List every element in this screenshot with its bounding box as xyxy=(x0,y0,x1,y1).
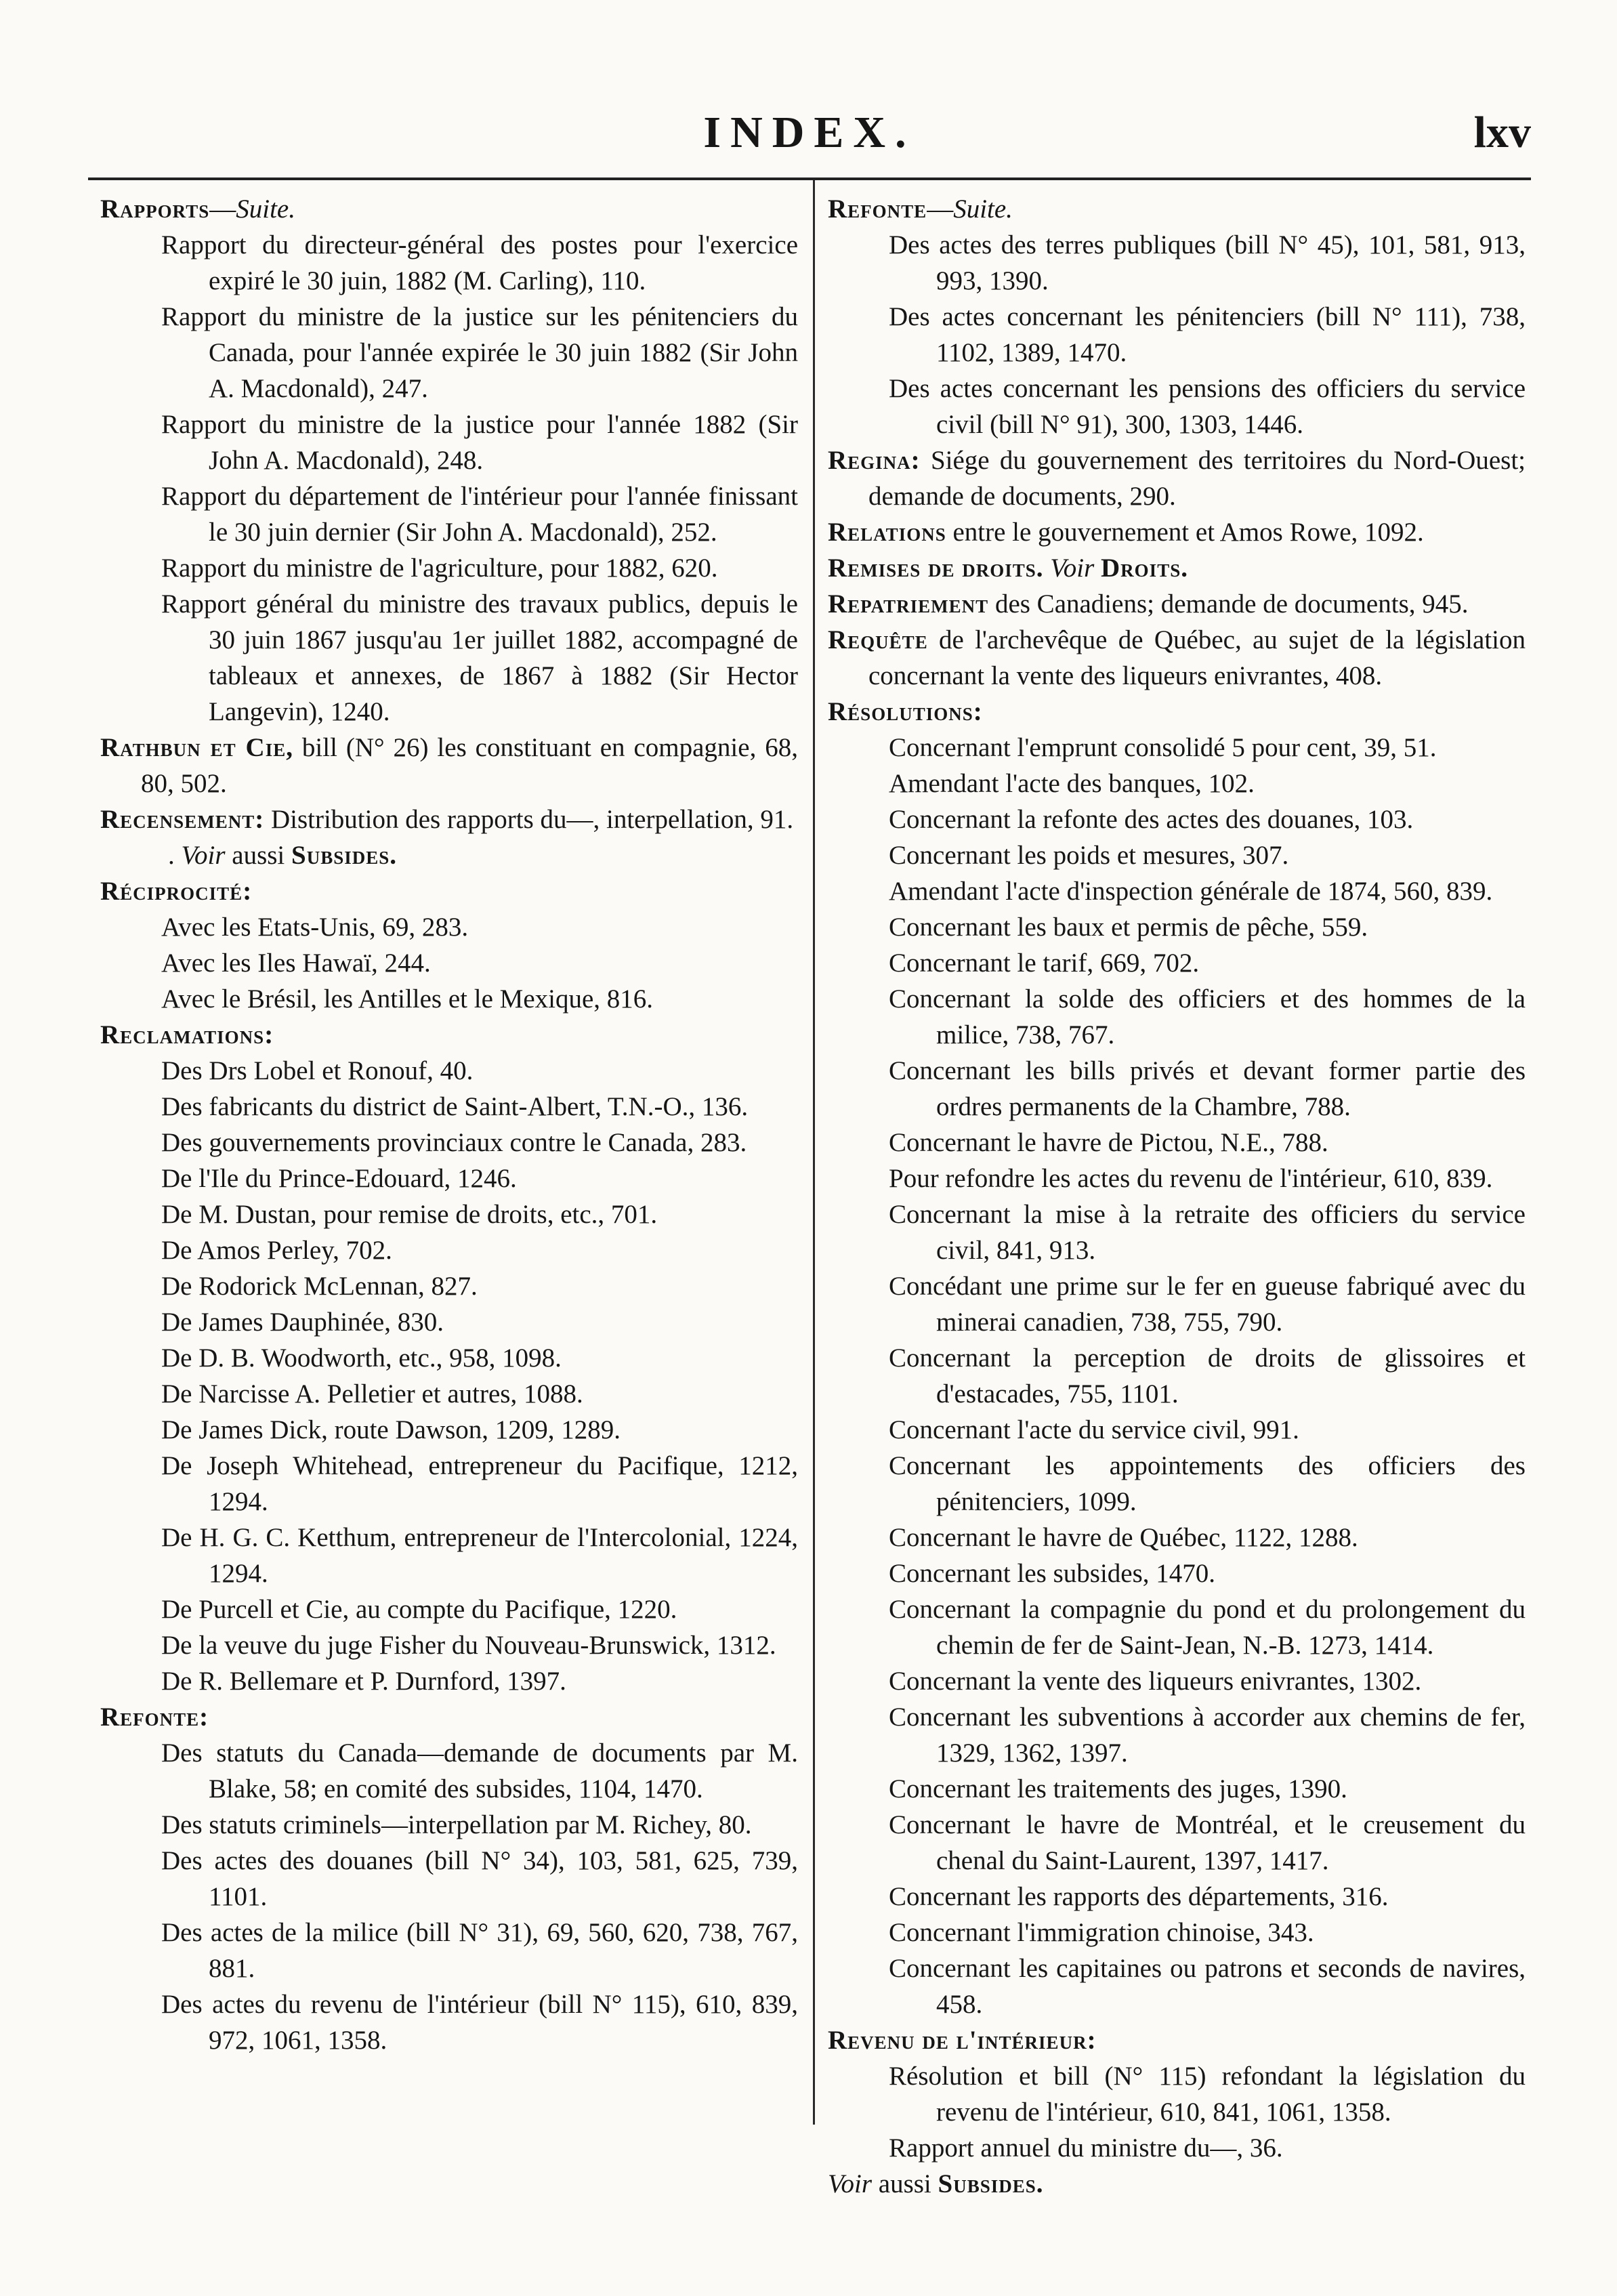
subentry-text: De la veuve du juge Fisher du Nouveau-Brunswick, 1312. xyxy=(161,1631,776,1660)
page-title: INDEX. xyxy=(703,108,916,157)
index-subentry xyxy=(828,1771,1526,1807)
subentry-text: Des Drs Lobel et Ronouf, 40. xyxy=(161,1056,474,1085)
subentry-text: Rapport du département de l'intérieur pour l'année finissant le 30 juin dernier (Sir John A. Macdonald), 252. xyxy=(161,482,798,547)
subentry-text: Résolution et bill (N° 115) refondant la législation du revenu de l'intérieur, 610, 841, 1061, 1358. xyxy=(889,2062,1526,2127)
index-subentry xyxy=(100,1412,798,1448)
subentry-text: Des actes du revenu de l'intérieur (bill N° 115), 610, 839, 972, 1061, 1358. xyxy=(161,1990,798,2055)
subentry-text: De M. Dustan, pour remise de droits, etc., 701. xyxy=(161,1200,658,1229)
subentry-text: Des actes des terres publiques (bill N° 45), 101, 581, 913, 993, 1390. xyxy=(889,230,1526,295)
subentry-text: Concernant les poids et mesures, 307. xyxy=(889,841,1289,870)
subentry-text: Concernant la mise à la retraite des officiers du service civil, 841, 913. xyxy=(889,1200,1526,1265)
header-rule xyxy=(88,178,1531,180)
index-subentry xyxy=(100,1196,798,1232)
subentry-text: Des fabricants du district de Saint-Albert, T.N.-O., 136. xyxy=(161,1092,749,1121)
index-subentry xyxy=(828,2130,1526,2166)
index-heading xyxy=(100,1017,798,1053)
index-heading xyxy=(828,191,1526,227)
index-subentry xyxy=(828,1520,1526,1556)
subentry-text: De Rodorick McLennan, 827. xyxy=(161,1272,478,1301)
entry-text: Distribution des rapports du—, interpellation, 91. xyxy=(264,805,794,834)
subentry-text: De Purcell et Cie, au compte du Pacifique, 1220. xyxy=(161,1595,677,1624)
entry-text: de l'archevêque de Québec, au sujet de la législation concernant la vente des liqueurs enivrantes, 408. xyxy=(868,625,1526,690)
subentry-text: Des actes de la milice (bill N° 31), 69, 560, 620, 738, 767, 881. xyxy=(161,1918,798,1983)
index-subentry xyxy=(100,1125,798,1161)
index-subentry xyxy=(100,406,798,478)
subentry-text: Rapport du ministre de la justice pour l'année 1882 (Sir John A. Macdonald), 248. xyxy=(161,410,798,475)
index-subentry xyxy=(828,909,1526,945)
subentry-text: Amendant l'acte des banques, 102. xyxy=(889,769,1255,798)
subentry-text: Concernant la solde des officiers et des hommes de la milice, 738, 767. xyxy=(889,984,1526,1049)
subentry-text: De James Dick, route Dawson, 1209, 1289. xyxy=(161,1415,621,1444)
heading-suite: Suite. xyxy=(236,194,295,224)
index-entry xyxy=(828,622,1526,694)
index-subentry xyxy=(100,1735,798,1807)
index-subentry xyxy=(828,1807,1526,1879)
index-subentry xyxy=(100,1915,798,1986)
entry-keyword: Remises de droits. xyxy=(828,554,1044,583)
subentry-text: Avec les Iles Hawaï, 244. xyxy=(161,948,431,978)
see-also-reference xyxy=(828,2166,1526,2202)
subentry-text: Des actes concernant les pénitenciers (bill N° 111), 738, 1102, 1389, 1470. xyxy=(889,302,1526,367)
entry-keyword: Requête xyxy=(828,625,928,654)
index-subentry xyxy=(100,1161,798,1196)
index-subentry xyxy=(828,1161,1526,1196)
index-heading xyxy=(100,1699,798,1735)
index-subentry xyxy=(828,1125,1526,1161)
subentry-text: De Narcisse A. Pelletier et autres, 1088. xyxy=(161,1379,583,1408)
index-subentry xyxy=(828,299,1526,371)
index-subentry xyxy=(828,1950,1526,2022)
entry-text: des Canadiens; demande de documents, 945. xyxy=(988,589,1469,619)
entry-text: bill (N° 26) les constituant en compagnie, 68, 80, 502. xyxy=(141,733,798,798)
heading-keyword: Refonte: xyxy=(100,1703,209,1732)
index-entry xyxy=(828,550,1526,586)
subentry-text: Des actes concernant les pensions des officiers du service civil (bill N° 91), 300, 1303, 1446. xyxy=(889,374,1526,439)
index-subentry xyxy=(828,1591,1526,1663)
subentry-text: Concernant les appointements des officiers des pénitenciers, 1099. xyxy=(889,1451,1526,1516)
subentry-text: Concernant l'emprunt consolidé 5 pour cent, 39, 51. xyxy=(889,733,1437,762)
subentry-text: Concernant la vente des liqueurs enivrantes, 1302. xyxy=(889,1667,1422,1696)
heading-keyword: Réciprocité: xyxy=(100,877,253,906)
entry-keyword: Regina: xyxy=(828,446,921,475)
heading-keyword: Rapports xyxy=(100,194,210,224)
index-subentry xyxy=(828,371,1526,442)
subentry-text: Concernant les baux et permis de pêche, 559. xyxy=(889,913,1368,942)
subentry-text: De H. G. C. Ketthum, entrepreneur de l'Intercolonial, 1224, 1294. xyxy=(161,1523,798,1588)
index-subentry xyxy=(828,1915,1526,1950)
index-subentry xyxy=(828,766,1526,801)
subentry-text: Concernant la refonte des actes des douanes, 103. xyxy=(889,805,1414,834)
subentry-text: De James Dauphinée, 830. xyxy=(161,1308,444,1337)
subentry-text: Concernant l'immigration chinoise, 343. xyxy=(889,1918,1314,1947)
index-subentry xyxy=(100,1304,798,1340)
index-subentry xyxy=(100,1376,798,1412)
subentry-text: Des statuts criminels—interpellation par M. Richey, 80. xyxy=(161,1810,752,1839)
see-also-mid: aussi xyxy=(872,2169,938,2198)
see-also-word: Voir xyxy=(828,2169,873,2198)
index-heading xyxy=(100,873,798,909)
subentry-text: Des statuts du Canada—demande de documents par M. Blake, 58; en comité des subsides, 1104, 1470. xyxy=(161,1738,798,1803)
entry-text: Siége du gouvernement des territoires du Nord-Ouest; demande de documents, 290. xyxy=(868,446,1526,511)
index-subentry xyxy=(100,1663,798,1699)
index-subentry xyxy=(100,981,798,1017)
index-subentry xyxy=(828,1053,1526,1125)
index-subentry xyxy=(828,801,1526,837)
index-subentry xyxy=(100,1448,798,1520)
index-subentry xyxy=(828,1663,1526,1699)
right-column xyxy=(828,191,1526,2202)
left-column xyxy=(100,191,798,2058)
index-heading xyxy=(828,694,1526,730)
subentry-text: Amendant l'acte d'inspection générale de 1874, 560, 839. xyxy=(889,877,1493,906)
see-also-mid: aussi xyxy=(225,841,292,870)
heading-dash: — xyxy=(209,194,236,224)
subentry-text: Avec le Brésil, les Antilles et le Mexique, 816. xyxy=(161,984,654,1014)
index-heading xyxy=(828,2022,1526,2058)
subentry-text: Concernant la perception de droits de glissoires et d'estacades, 755, 1101. xyxy=(889,1343,1526,1408)
index-subentry xyxy=(100,1843,798,1915)
index-subentry xyxy=(100,945,798,981)
subentry-text: Des gouvernements provinciaux contre le Canada, 283. xyxy=(161,1128,747,1157)
subentry-text: Concernant les bills privés et devant former partie des ordres permanents de la Chambre, 788. xyxy=(889,1056,1526,1121)
index-subentry xyxy=(828,1556,1526,1591)
index-entry xyxy=(828,586,1526,622)
page-header xyxy=(88,102,1531,169)
subentry-text: De l'Ile du Prince-Edouard, 1246. xyxy=(161,1164,517,1193)
index-subentry xyxy=(828,1699,1526,1771)
subentry-text: Rapport annuel du ministre du—, 36. xyxy=(889,2133,1283,2163)
index-subentry xyxy=(828,1196,1526,1268)
subentry-text: Concernant les traitements des juges, 1390. xyxy=(889,1774,1347,1803)
subentry-text: Concernant le havre de Québec, 1122, 1288. xyxy=(889,1523,1358,1552)
subentry-text: Concernant la compagnie du pond et du prolongement du chemin de fer de Saint-Jean, N.-B. 1273, 1414. xyxy=(889,1595,1526,1660)
index-subentry xyxy=(100,1627,798,1663)
heading-keyword: Revenu de l'intérieur: xyxy=(828,2026,1097,2055)
page-number: lxv xyxy=(1473,108,1531,157)
entry-keyword: Relations xyxy=(828,518,946,547)
index-subentry xyxy=(100,227,798,299)
subentry-text: Concernant les rapports des départements, 316. xyxy=(889,1882,1389,1911)
index-subentry xyxy=(100,1268,798,1304)
see-also-target: Subsides. xyxy=(938,2169,1044,2198)
index-subentry xyxy=(100,550,798,586)
heading-keyword: Résolutions: xyxy=(828,697,983,726)
index-subentry xyxy=(100,1232,798,1268)
index-subentry xyxy=(828,1879,1526,1915)
heading-suite: Suite. xyxy=(953,194,1013,224)
index-subentry xyxy=(828,1340,1526,1412)
index-entry xyxy=(100,801,798,837)
subentry-text: Pour refondre les actes du revenu de l'intérieur, 610, 839. xyxy=(889,1164,1493,1193)
index-subentry xyxy=(828,1448,1526,1520)
subentry-text: Rapport du directeur-général des postes pour l'exercice expiré le 30 juin, 1882 (M. Carling), 110. xyxy=(161,230,798,295)
index-subentry xyxy=(828,227,1526,299)
subentry-text: Rapport du ministre de l'agriculture, pour 1882, 620. xyxy=(161,554,718,583)
see-also-word: Voir xyxy=(1050,554,1095,583)
see-also-prefix: . xyxy=(168,841,182,870)
subentry-text: De R. Bellemare et P. Durnford, 1397. xyxy=(161,1667,566,1696)
subentry-text: Concédant une prime sur le fer en gueuse fabriqué avec du minerai canadien, 738, 755, 790. xyxy=(889,1272,1526,1337)
index-subentry xyxy=(100,586,798,730)
subentry-text: Des actes des douanes (bill N° 34), 103, 581, 625, 739, 1101. xyxy=(161,1846,798,1911)
heading-keyword: Refonte xyxy=(828,194,927,224)
index-subentry xyxy=(828,1412,1526,1448)
index-subentry xyxy=(828,873,1526,909)
subentry-text: Concernant le havre de Pictou, N.E., 788. xyxy=(889,1128,1328,1157)
subentry-text: Rapport général du ministre des travaux publics, depuis le 30 juin 1867 jusqu'au 1er juillet 1882, accompagné de tableaux et annexes, de 1867 à 1882 (Sir Hector Langevin), 1240. xyxy=(161,589,798,726)
index-subentry xyxy=(100,1089,798,1125)
see-also-target: Droits. xyxy=(1101,554,1188,583)
index-subentry xyxy=(100,1591,798,1627)
subentry-text: Concernant l'acte du service civil, 991. xyxy=(889,1415,1299,1444)
index-subentry xyxy=(828,1268,1526,1340)
heading-keyword: Reclamations: xyxy=(100,1020,274,1049)
index-subentry xyxy=(100,909,798,945)
index-subentry xyxy=(828,945,1526,981)
index-subentry xyxy=(100,1053,798,1089)
subentry-text: Concernant le havre de Montréal, et le creusement du chenal du Saint-Laurent, 1397, 1417. xyxy=(889,1810,1526,1875)
subentry-text: Concernant les capitaines ou patrons et seconds de navires, 458. xyxy=(889,1954,1526,2019)
see-also-word: Voir xyxy=(181,841,226,870)
subentry-text: De Amos Perley, 702. xyxy=(161,1236,392,1265)
entry-text: entre le gouvernement et Amos Rowe, 1092. xyxy=(946,518,1424,547)
entry-keyword: Repatriement xyxy=(828,589,989,619)
index-subentry xyxy=(100,478,798,550)
index-subentry xyxy=(100,1340,798,1376)
index-heading xyxy=(100,191,798,227)
index-subentry xyxy=(828,730,1526,766)
index-subentry xyxy=(100,1520,798,1591)
column-divider xyxy=(813,180,815,2125)
subentry-text: Concernant les subsides, 1470. xyxy=(889,1559,1216,1588)
subentry-text: Rapport du ministre de la justice sur les pénitenciers du Canada, pour l'année expirée le 30 juin 1882 (Sir John A. Macdonald), 247. xyxy=(161,302,798,403)
index-entry xyxy=(100,730,798,801)
subentry-text: De Joseph Whitehead, entrepreneur du Pacifique, 1212, 1294. xyxy=(161,1451,798,1516)
entry-keyword: Rathbun et Cie, xyxy=(100,733,293,762)
heading-dash: — xyxy=(927,194,954,224)
index-entry xyxy=(828,514,1526,550)
index-entry xyxy=(828,442,1526,514)
see-also-target: Subsides. xyxy=(291,841,398,870)
index-subentry xyxy=(828,837,1526,873)
index-subentry xyxy=(100,1807,798,1843)
subentry-text: Concernant les subventions à accorder aux chemins de fer, 1329, 1362, 1397. xyxy=(889,1703,1526,1768)
see-also-reference xyxy=(100,837,798,873)
entry-keyword: Recensement: xyxy=(100,805,265,834)
subentry-text: De D. B. Woodworth, etc., 958, 1098. xyxy=(161,1343,562,1373)
index-subentry xyxy=(100,299,798,406)
index-subentry xyxy=(828,981,1526,1053)
subentry-text: Avec les Etats-Unis, 69, 283. xyxy=(161,913,469,942)
index-subentry xyxy=(100,1986,798,2058)
index-subentry xyxy=(828,2058,1526,2130)
subentry-text: Concernant le tarif, 669, 702. xyxy=(889,948,1200,978)
